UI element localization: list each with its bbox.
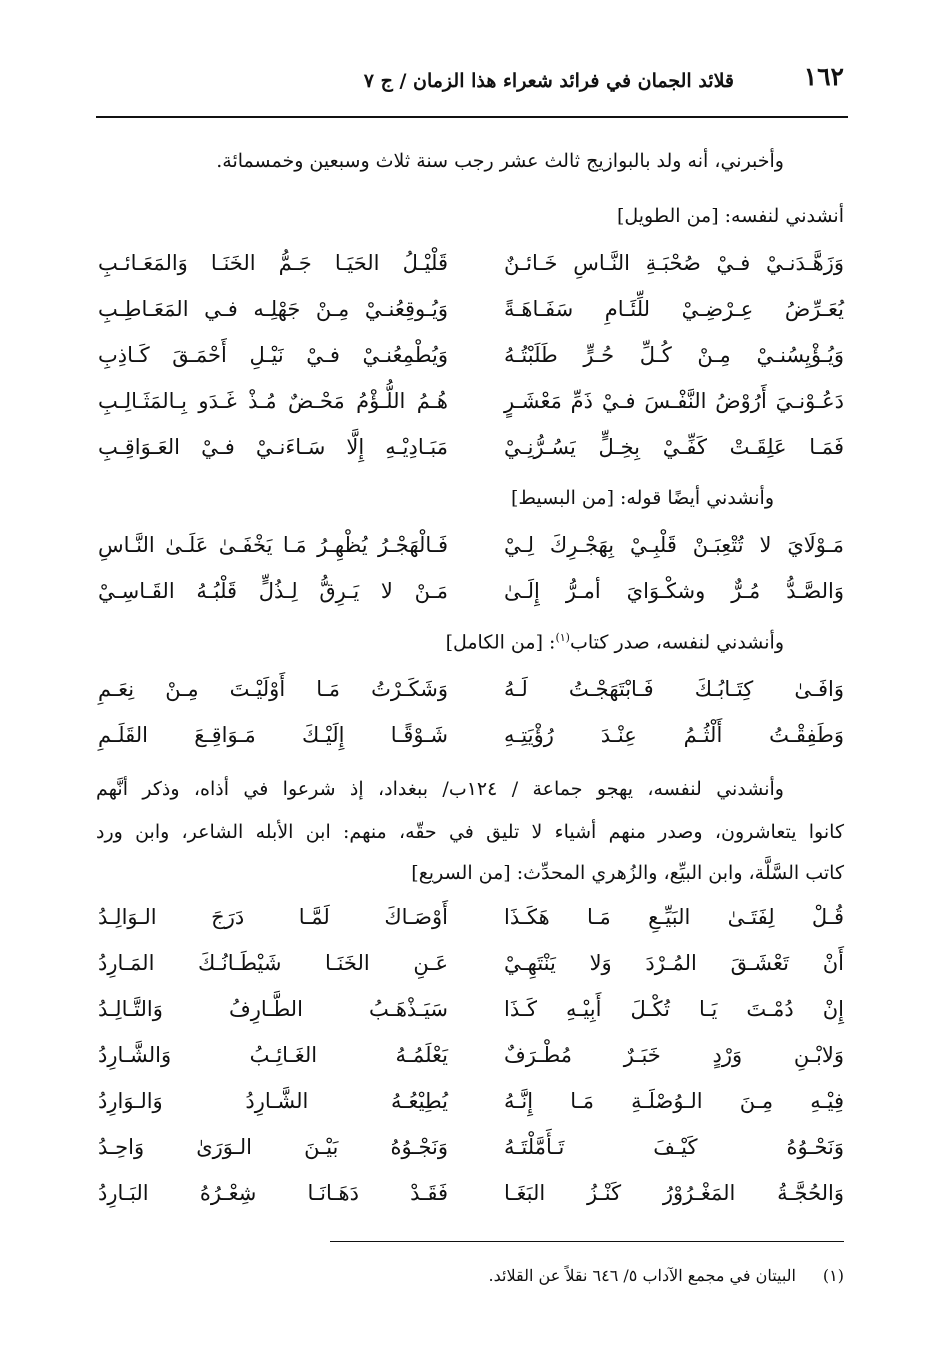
verse-hemistich-second: وَيُطْمِعُنـيْ فـيْ نَيْـلِ أَحْمَـقَ كَـاذِبِ (98, 343, 448, 367)
verse-hemistich-first: فِيْـهِ مِـنَ الـوُصْلَـةِ مَـا إِنَّـهُ (504, 1089, 844, 1113)
verse-hemistich-first: أَنْ تَعْشَـقَ المُـرْدَ وَلا يَنْتَهِـيْ (504, 951, 844, 975)
verse-hemistich-second: وَشَكَـرْتُ مَـا أَوْلَيْـتَ مِـنْ نِعَـمِ (98, 677, 448, 701)
verse-hemistich-first: دَعُـوْنـيَ أَرُوْضُ النَّفْـسَ فـيْ ذَمِّ مَعْشَـرٍ (504, 389, 844, 413)
verse-hemistich-second: أَوْصَـاكَ لَمَّـا دَرَجَ الـوَالِـدُ (98, 905, 448, 929)
heading-meter: : [من الكامل] (445, 631, 556, 654)
verse-hemistich-second: وَيُـوقِعُنـيْ مِـنْ جَهْلِـه فـي المَعَـاطِـبِ (98, 297, 448, 321)
verse-hemistich-second: مَـنْ لا يَـرِقُّ لِـذُلٍّ قَلْبُـهُ القَـاسِـيْ (98, 579, 448, 603)
verse-hemistich-second: فَقَـدْ دَهَـانَـا شِعْـرُهُ البَـارِدُ (98, 1181, 448, 1205)
page-number: ١٦٢ (803, 62, 844, 91)
prose-line: كاتب السَّلَّة، وابن البيِّع، والزُهري المحدِّث: [من السريع] (411, 862, 844, 884)
heading-text: وأنشدني لنفسه، صدر كتاب (569, 631, 784, 654)
verse-hemistich-second: يُطِيْعُـهُ الشَّـارِدُ وَالـوَارِدُ (98, 1089, 448, 1113)
section-heading: أنشدني لنفسه: [من الطويل] (616, 205, 844, 227)
verse-hemistich-first: وَنَحْـوُهُ كَيْـفَ تَـأَمَّلْتَـهُ (504, 1135, 844, 1159)
footnote (489, 1266, 844, 1285)
verse-hemistich-second: قَلْيْـلُ الحَيَـا جَـمُّ الخَنَـا وَالمَعَـائـبِ (98, 251, 448, 275)
verse-hemistich-first: إِنْ دُمْـتَ يَـا تُكْـلَ أَبِيْـهِ كَـذَا (504, 997, 844, 1021)
running-title: قلائد الجمان في فرائد شعراء هذا الزمان / ج ٧ (363, 70, 734, 92)
prose-line: كانوا يتعاشرون، وصدر منهم أشياء لا تليق في حقّه، منهم: ابن الأبله الشاعر، وابن ورد (96, 821, 844, 843)
verse-hemistich-first: وَالحُجَّـةُ المَغْـرُوْرُ كَنْـزُ البَغَـا (504, 1181, 844, 1205)
verse-hemistich-first: مَـوْلَايَ لا تُتْعِبَـنْ قَلْبِـيْ بِهَجْـرِكَ لِـيْ (504, 533, 844, 557)
verse-hemistich-second: شَـوْقًـا إِلَيْـكَ مَـوَاقِـعَ القَلَـمِ (98, 723, 448, 747)
footnote-number: (١) (822, 1266, 844, 1285)
footnote-reference: (١) (555, 631, 570, 644)
section-heading: وأنشدني أيضًا قوله: [من البسيط] (510, 487, 774, 509)
verse-hemistich-first: يُعَـرِّضُ عِـرْضِـيْ للِّئَـامِ سَفَـاهَـةً (504, 297, 844, 321)
verse-hemistich-first: وَيُـؤْيِسُنـيْ مِـنْ كُـلِّ حُـرٍّ طَلَبْتُـهُ (504, 343, 844, 367)
verse-hemistich-second: سَيَـذْهَـبُ الطَّـارِفُ وَالتَّـالِـدُ (98, 997, 448, 1021)
verse-hemistich-first: وَطَفِقْـتُ أَلْثُـمُ عِنْـدَ رُؤْيَتِـهِ (504, 723, 844, 747)
verse-hemistich-second: عَـنِ الخَنَـا شَيْطَـانُـكَ المَـارِدُ (98, 951, 448, 975)
prose-line: وأنشدني لنفسه، يهجو جماعة / ١٢٤ب/ ببغداد، إذ شرعوا في أذاه، وذكر أنَّهم (96, 778, 784, 800)
verse-hemistich-first: فَمَـا عَلِقَـتْ كَفِّـيْ بِخِـلٍّ يَسُـرُّنِـيْ (504, 435, 844, 459)
verse-hemistich-second: هُـمُ اللُّـؤْمُ مَحْـضٌ مُـذْ غَـدَو بِـالمَثَـالِـبِ (98, 389, 448, 413)
verse-hemistich-second: مَبَـادِيْـهِ إِلَّا سَـاءَنـيْ فـيْ العَـوَاقِـبِ (98, 435, 448, 459)
intro-paragraph: وأخبرني، أنه ولد بالبوازيج ثالث عشر رجب سنة ثلاث وسبعين وخمسمائة. (216, 150, 784, 172)
verse-hemistich-first: وَزَهَّـدَنـيْ فـيْ صُحْبَـةِ النَّـاسِ خَـائـنٌ (504, 251, 844, 275)
header-rule (96, 116, 848, 118)
verse-hemistich-first: وَلابْـنِ وَرْدٍ خَبَـرٌ مُطْـرَفٌ (504, 1043, 844, 1067)
verse-hemistich-first: وَالصَّـدُّ مُـرٌّ وشكْـوَايَ أمـرُّ إِلَـىٰ (504, 579, 844, 603)
verse-hemistich-second: فَـالْهَجْـرُ يُظْهِـرُ مَـا يَخْفَـىٰ عَلَـىٰ النَّـاسِ (98, 533, 448, 557)
verse-hemistich-first: قُـلْ لِفَتَـىٰ البَيِّـعِ مَـا هَكَـذَا (504, 905, 844, 929)
verse-hemistich-first: وَافَـىٰ كِتَـابُـكَ فَـابْتَهَجْـتُ لَـهُ (504, 677, 844, 701)
footnote-rule (330, 1241, 844, 1242)
verse-hemistich-second: يَعْلَمُـهُ الغَـائِـبُ وَالشَّـارِدُ (98, 1043, 448, 1067)
section-heading (446, 631, 784, 653)
verse-hemistich-second: وَنَجْـوُهُ بَيْـنَ الـوَرَىٰ وَاحِـدُ (98, 1135, 448, 1159)
footnote-text: البيتان في مجمع الآداب ٥/ ٦٤٦ نقلاً عن القلائد. (488, 1266, 796, 1285)
